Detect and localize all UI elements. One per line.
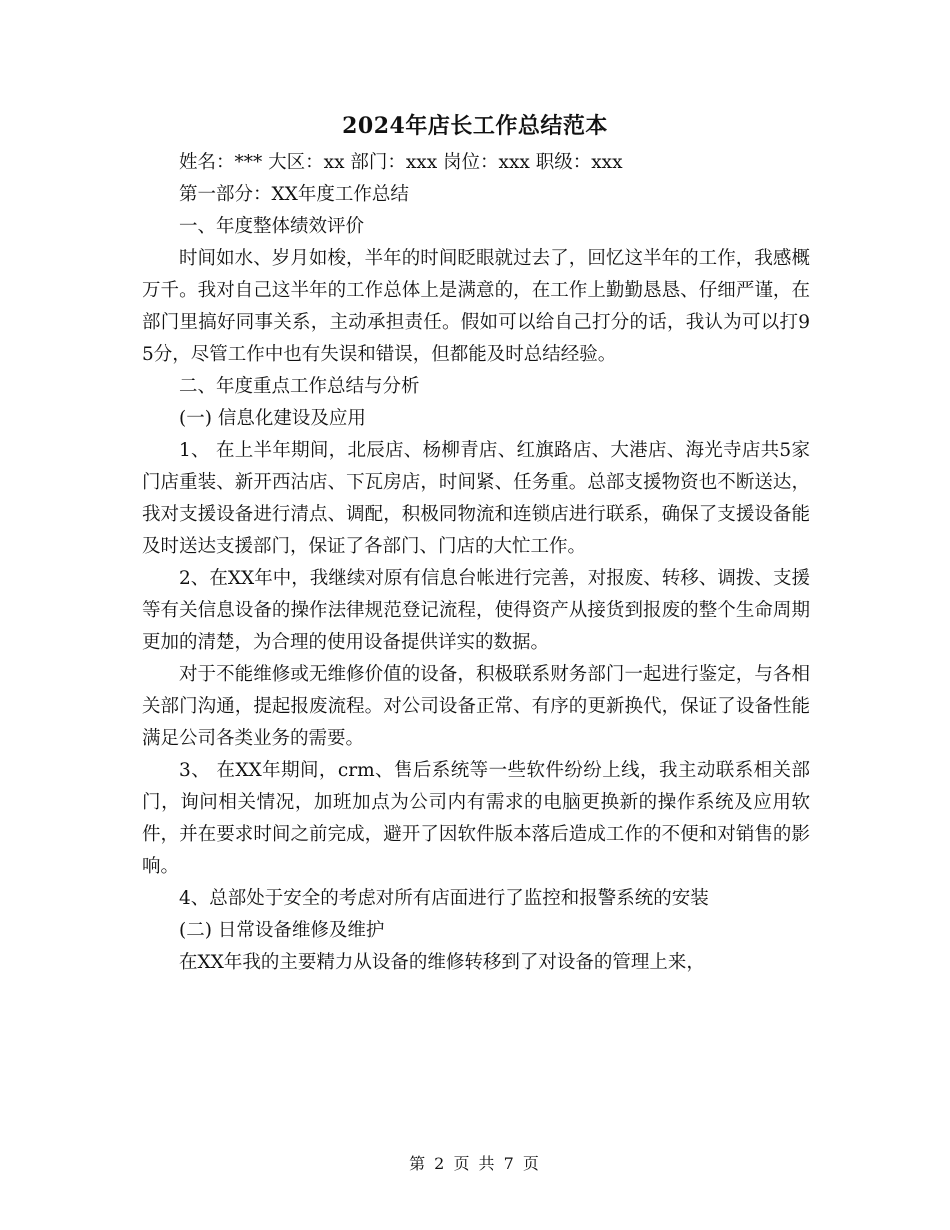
subsection-heading: (二) 日常设备维修及维护 <box>179 920 385 941</box>
subsection-heading: 二、年度重点工作总结与分析 <box>179 376 420 397</box>
subsection-heading: (一) 信息化建设及应用 <box>179 408 366 429</box>
paragraph: 4、总部处于安全的考虑对所有店面进行了监控和报警系统的安装 <box>179 888 709 909</box>
section-heading: 第一部分：XX年度工作总结 <box>179 184 409 205</box>
paragraph: 时间如水、岁月如梭，半年的时间眨眼就过去了，回忆这半年的工作，我感概万千。我对自己这半年的工作总体上是满意的，在工作上勤勤恳恳、仔细严谨，在部门里搞好同事关系，主动承担责任。假如可以给自己打分的话，我认为可以打95分，尽管工作中也有失误和错误，但都能及时总结经验。 <box>142 248 810 365</box>
document-title: 2024年店长工作总结范本 <box>342 113 608 139</box>
document-body <box>142 147 810 979</box>
page-footer: 第 2 页 共 7 页 <box>409 1154 541 1173</box>
info-line: 姓名：*** 大区：xx 部门：xxx 岗位：xxx 职级：xxx <box>179 152 623 173</box>
paragraph: 在XX年我的主要精力从设备的维修转移到了对设备的管理上来， <box>179 952 705 973</box>
paragraph: 3、 在XX年期间，crm、售后系统等一些软件纷纷上线，我主动联系相关部门，询问相关情况，加班加点为公司内有需求的电脑更换新的操作系统及应用软件，并在要求时间之前完成，避开了因软件版本落后造成工作的不便和对销售的影响。 <box>142 760 810 877</box>
paragraph: 对于不能维修或无维修价值的设备，积极联系财务部门一起进行鉴定，与各相关部门沟通，提起报废流程。对公司设备正常、有序的更新换代，保证了设备性能满足公司各类业务的需要。 <box>142 664 810 749</box>
paragraph: 2、在XX年中，我继续对原有信息台帐进行完善，对报废、转移、调拨、支援等有关信息设备的操作法律规范登记流程，使得资产从接货到报废的整个生命周期更加的清楚，为合理的使用设备提供详实的数据。 <box>142 568 810 653</box>
subsection-heading: 一、年度整体绩效评价 <box>179 216 365 237</box>
paragraph: 1、 在上半年期间，北辰店、杨柳青店、红旗路店、大港店、海光寺店共5家门店重装、新开西沽店、下瓦房店，时间紧、任务重。总部支援物资也不断送达，我对支援设备进行清点、调配，积极同物流和连锁店进行联系，确保了支援设备能及时送达支援部门，保证了各部门、门店的大忙工作。 <box>142 440 810 557</box>
